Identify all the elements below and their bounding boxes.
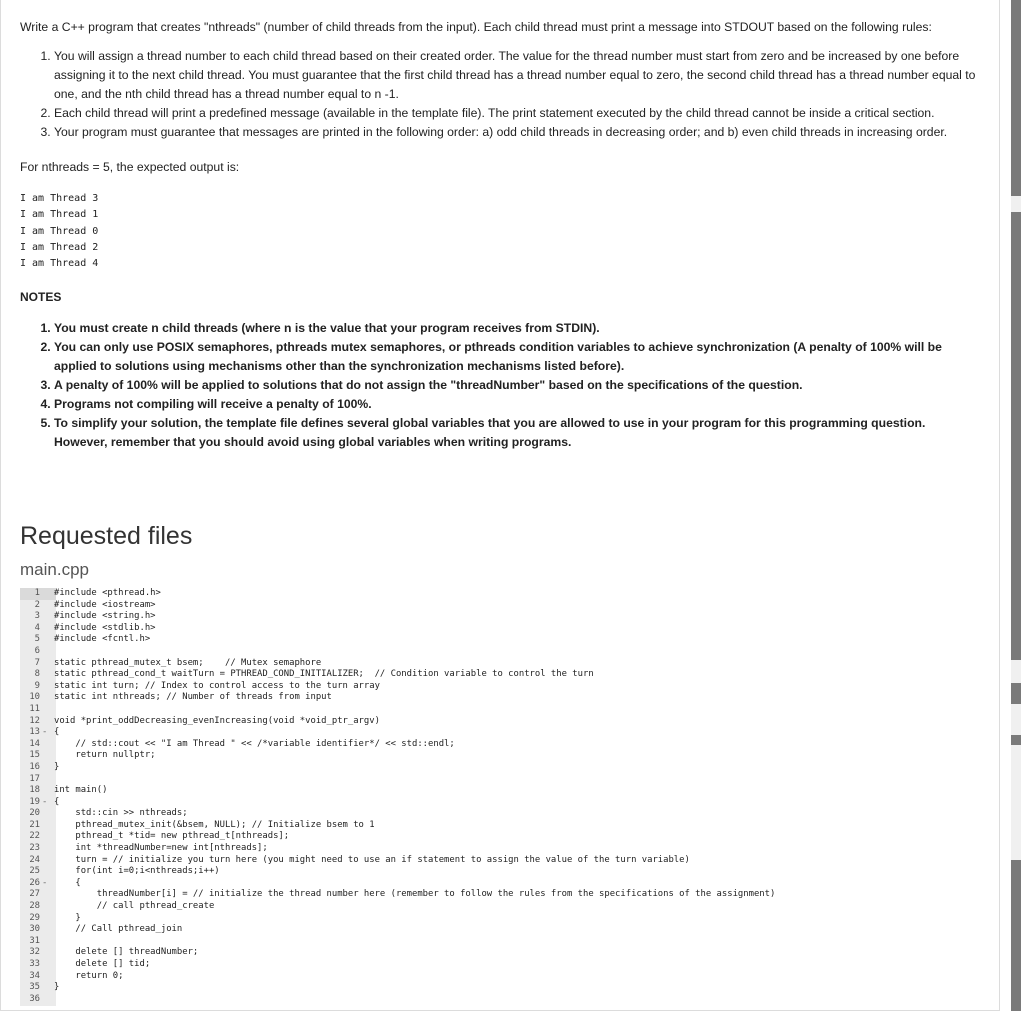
code-line[interactable] (20, 855, 998, 867)
code-line[interactable] (20, 797, 998, 809)
code-text[interactable]: #include <stdlib.h> (54, 622, 156, 633)
line-number: 35 (29, 982, 40, 993)
code-text[interactable]: return 0; (54, 970, 124, 981)
code-text[interactable]: std::cin >> nthreads; (54, 808, 188, 819)
code-line[interactable] (20, 716, 998, 728)
output-line: I am Thread 2 (20, 241, 99, 253)
code-text[interactable]: #include <fcntl.h> (54, 634, 151, 645)
page-scrollbar-segment[interactable] (1011, 0, 1021, 196)
code-text[interactable]: pthread_mutex_init(&bsem, NULL); // Initialize bsem to 1 (54, 819, 375, 830)
line-number: 30 (29, 924, 40, 935)
rules-list (20, 47, 980, 142)
code-text[interactable]: turn = // initialize you turn here (you might need to use an if statement to assign the value of the turn variable) (54, 854, 690, 865)
code-text[interactable]: #include <iostream> (54, 599, 156, 610)
page-scrollbar-segment[interactable] (1011, 683, 1021, 704)
line-number: 26 (29, 877, 40, 888)
code-text[interactable]: { (54, 877, 81, 888)
code-text[interactable]: // std::cout << "I am Thread " << /*variable identifier*/ << std::endl; (54, 738, 455, 749)
code-line[interactable] (20, 866, 998, 878)
line-number: 5 (34, 634, 40, 645)
code-line[interactable] (20, 994, 998, 1006)
line-number: 13 (29, 727, 40, 738)
line-number: 36 (29, 993, 40, 1004)
line-number: 14 (29, 738, 40, 749)
file-name: main.cpp (20, 560, 89, 579)
line-number: 4 (34, 622, 40, 633)
code-text[interactable]: void *print_oddDecreasing_evenIncreasing(void *void_ptr_argv) (54, 715, 380, 726)
rule-item: 1. You will assign a thread number to each child thread based on their created order. The value for the thread number must start from zero and be increased by one before assigning it to the next child thread. You must guarantee that the first child thread has a thread number equal to zero, the second child thread has a thread number equal to one, and the nth child thread has a thread number equal to n -1. (54, 47, 980, 104)
line-number: 24 (29, 854, 40, 865)
code-line[interactable] (20, 634, 998, 646)
code-text[interactable]: for(int i=0;i<nthreads;i++) (54, 866, 220, 877)
code-line[interactable] (20, 924, 998, 936)
line-number: 33 (29, 959, 40, 969)
code-text[interactable]: static pthread_mutex_t bsem; // Mutex semaphore (54, 657, 322, 668)
fold-toggle-icon[interactable]: - (42, 877, 48, 888)
line-number: 1 (34, 588, 40, 598)
code-line[interactable] (20, 739, 998, 751)
line-number: 2 (34, 599, 40, 610)
line-number: 25 (29, 866, 40, 877)
requested-files-heading: Requested files (20, 522, 193, 550)
line-number: 6 (34, 645, 40, 656)
code-line[interactable] (20, 692, 998, 704)
line-number: 16 (29, 761, 40, 772)
code-line[interactable] (20, 762, 998, 774)
line-number: 10 (29, 692, 40, 703)
code-line[interactable] (20, 831, 998, 843)
code-line[interactable] (20, 820, 998, 832)
code-text[interactable]: pthread_t *tid= new pthread_t[nthreads]; (54, 831, 290, 842)
code-line[interactable] (20, 704, 998, 716)
line-number: 3 (34, 611, 40, 622)
code-line[interactable] (20, 808, 998, 820)
code-line[interactable] (20, 947, 998, 959)
line-number: 17 (29, 773, 40, 784)
line-number: 20 (29, 808, 40, 819)
code-text[interactable]: delete [] tid; (54, 959, 151, 969)
code-text[interactable]: int main() (54, 785, 108, 796)
code-line[interactable] (20, 982, 998, 994)
line-number: 31 (29, 935, 40, 946)
code-text[interactable]: } (54, 912, 81, 923)
line-number: 32 (29, 947, 40, 958)
rule-item: 3. Your program must guarantee that messages are printed in the following order: a) odd child threads in decreasing order; and b) even child threads in increasing order. (54, 123, 980, 142)
code-line[interactable] (20, 623, 998, 635)
output-line: I am Thread 1 (20, 209, 99, 221)
code-text[interactable]: } (54, 761, 60, 772)
page-scrollbar-segment[interactable] (1011, 212, 1021, 660)
note-item: 2. You can only use POSIX semaphores, pthreads mutex semaphores, or pthreads condition variables to achieve synchronization (A penalty of 100% will be applied to solutions using mechanisms other than the synchronization mechanisms listed before). (54, 338, 980, 376)
line-number: 34 (29, 970, 40, 981)
code-line[interactable] (20, 774, 998, 786)
page-scrollbar-thumb[interactable] (1011, 860, 1021, 1011)
line-number: 9 (34, 680, 40, 691)
code-text[interactable]: { (54, 727, 60, 738)
line-number: 11 (29, 703, 40, 714)
code-text[interactable]: #include <string.h> (54, 611, 156, 622)
code-line[interactable] (20, 600, 998, 612)
output-line: I am Thread 0 (20, 225, 99, 237)
code-line[interactable] (20, 785, 998, 797)
rule-item: 2. Each child thread will print a predefined message (available in the template file). The print statement executed by the child thread cannot be inside a critical section. (54, 104, 980, 123)
code-line[interactable] (20, 878, 998, 890)
code-text[interactable]: // call pthread_create (54, 901, 215, 912)
line-number: 23 (29, 843, 40, 854)
code-line[interactable] (20, 971, 998, 983)
fold-toggle-icon[interactable]: - (42, 796, 48, 807)
line-number: 18 (29, 785, 40, 796)
code-line[interactable] (20, 727, 998, 739)
code-line[interactable] (20, 681, 998, 693)
code-text[interactable]: static int nthreads; // Number of threads from input (54, 692, 332, 703)
line-number: 12 (29, 715, 40, 726)
code-line[interactable] (20, 588, 998, 600)
code-text[interactable]: } (54, 982, 60, 993)
fold-toggle-icon[interactable]: - (42, 727, 48, 738)
note-item: 3. A penalty of 100% will be applied to solutions that do not assign the "threadNumber" based on the specifications of the question. (54, 376, 980, 395)
code-text[interactable]: delete [] threadNumber; (54, 947, 199, 958)
note-item: 4. Programs not compiling will receive a penalty of 100%. (54, 395, 980, 414)
code-text[interactable]: // Call pthread_join (54, 924, 183, 935)
page-scrollbar-segment[interactable] (1011, 735, 1021, 745)
code-text[interactable]: { (54, 796, 60, 807)
code-line[interactable] (20, 936, 998, 948)
code-line[interactable] (20, 658, 998, 670)
code-text[interactable]: static int turn; // Index to control access to the turn array (54, 680, 380, 691)
line-number: 28 (29, 901, 40, 912)
code-text[interactable]: threadNumber[i] = // initialize the thread number here (remember to follow the rules from the specifications of the assignment) (54, 889, 776, 900)
code-line[interactable] (20, 889, 998, 901)
line-number: 15 (29, 750, 40, 761)
code-text[interactable]: static pthread_cond_t waitTurn = PTHREAD_COND_INITIALIZER; // Condition variable to control the turn (54, 669, 594, 680)
line-number: 21 (29, 819, 40, 830)
expected-output (20, 191, 980, 272)
line-number: 7 (34, 657, 40, 668)
code-line[interactable] (20, 901, 998, 913)
expected-output-label: For nthreads = 5, the expected output is: (20, 160, 240, 174)
line-number: 8 (34, 669, 40, 680)
code-line[interactable] (20, 843, 998, 855)
output-line: I am Thread 3 (20, 193, 99, 204)
line-number: 22 (29, 831, 40, 842)
line-number: 29 (29, 912, 40, 923)
code-text[interactable]: #include <pthread.h> (54, 588, 161, 598)
note-item: 5. To simplify your solution, the template file defines several global variables that you are allowed to use in your program for this programming question. However, remember that you should avoid using global variables when writing programs. (54, 414, 980, 452)
code-line[interactable] (20, 959, 998, 971)
code-line[interactable] (20, 750, 998, 762)
code-editor[interactable] (20, 588, 998, 1006)
question-text (20, 18, 980, 452)
line-number: 19 (29, 796, 40, 807)
code-lines[interactable] (20, 588, 998, 1005)
code-line[interactable] (20, 669, 998, 681)
question-intro: Write a C++ program that creates "nthreads" (number of child threads from the input). Each child thread must print a message into STDOUT based on the following rules: (20, 20, 932, 34)
note-item: 1. You must create n child threads (where n is the value that your program receives from STDIN). (54, 319, 980, 338)
code-text[interactable]: return nullptr; (54, 750, 156, 761)
output-line: I am Thread 4 (20, 258, 99, 270)
code-line[interactable] (20, 913, 998, 925)
code-line[interactable] (20, 646, 998, 658)
code-text[interactable]: int *threadNumber=new int[nthreads]; (54, 843, 268, 854)
notes-heading: NOTES (20, 290, 62, 305)
notes-list (20, 319, 980, 452)
code-line[interactable] (20, 611, 998, 623)
line-number: 27 (29, 889, 40, 900)
